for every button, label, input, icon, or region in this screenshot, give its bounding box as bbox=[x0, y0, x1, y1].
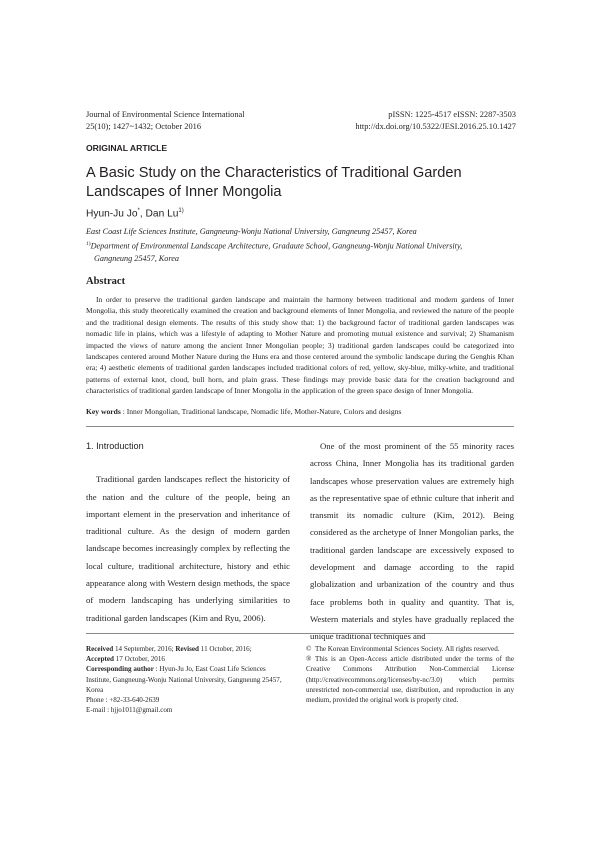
article-type: ORIGINAL ARTICLE bbox=[86, 143, 168, 153]
doi-link[interactable]: http://dx.doi.org/10.5322/JESI.2016.25.10.1427 bbox=[355, 122, 516, 131]
affiliation-line: Gangneung 25457, Korea bbox=[94, 253, 179, 263]
license-notice bbox=[306, 644, 514, 705]
abstract-text: In order to preserve the traditional garden landscape and maintain the harmony between traditional and modern gardens of Inner Mongolia, this study theoretically examined the creation and background elements of Inner Mongolia, and reviewed the nature of the people and the traditional design elements. The results of this study show that: 1) the background factor of traditional garden landscapes was nomadic life in plains, which was a lifestyle of adapting to Mother Nature and promoting mutual existence and survival; 2) Shamanism impacted the views of nature among the ancient Inner Mongolian people; 3) traditional garden landscapes could be categorized into landscapes centered around Mother Nature during the Huns era and those centered around the symbolic landscape during the Genghis Khan era; 4) aesthetic elements of traditional garden landscapes included traditional colors of red, yellow, sky-blue, milky-white, and traditional patterns of external knot, cloud, bull horn, and plain grass. These findings may provide basic data for the creation background and characteristics of traditional garden landscape of Inner Mongolia in the application of the green space design of Inner Mongolia. bbox=[86, 295, 514, 396]
body-paragraph: Traditional garden landscapes reflect the historicity of the nation and the culture of the people, being an important element in the preservation and inheritance of traditional culture. As the design of modern garden landscape becomes increasingly complex by reflecting the local culture, traditional architecture, history and ethic appearance along with Western design methods, the space of modern landscaping has underlying similarities to traditional garden landscapes (Kim and Ryu, 2006). bbox=[86, 474, 290, 623]
issn-header bbox=[355, 109, 516, 133]
author-name: Dan Lu bbox=[145, 208, 179, 220]
received-date: 14 September, 2016; bbox=[113, 645, 176, 653]
license-text: This is an Open-Access article distributed under the terms of the Creative Commons Attribution Non-Commercial License (http://creativecommons.org/licenses/by-nc/3.0) which permits unrestricted non-commercial use, distribution, and reproduction in any medium, provided the original work is properly cited. bbox=[306, 655, 514, 705]
left-column bbox=[86, 438, 290, 627]
affiliation-2 bbox=[86, 238, 526, 265]
author-mark: 1) bbox=[178, 208, 184, 214]
keywords-text: : Inner Mongolian, Traditional landscape, Nomadic life, Mother-Nature, Colors and designs bbox=[120, 407, 402, 416]
affiliation-line: Department of Environmental Landscape Architecture, Gradaute School, Gangneung-Wonju National University, bbox=[90, 241, 463, 251]
copyright-icon: © bbox=[306, 645, 312, 653]
journal-name: Journal of Environmental Science International bbox=[86, 110, 245, 119]
corresponding-author bbox=[86, 664, 284, 695]
affiliation-1: East Coast Life Sciences Institute, Gangneung-Wonju National University, Gangneung 25457, Korea bbox=[86, 227, 417, 236]
corresponding-text: : Hyun-Ju Jo, East Coast Life Sciences Institute, Gangneung-Wonju National University, Gangneung 25457, Korea bbox=[86, 665, 282, 694]
revised-date: 11 October, 2016; bbox=[199, 645, 252, 653]
keywords bbox=[86, 407, 401, 416]
dates-line bbox=[86, 644, 284, 654]
article-history bbox=[86, 644, 284, 715]
issn-text: pISSN: 1225-4517 eISSN: 2287-3503 bbox=[388, 110, 516, 119]
phone: Phone : +82-33-640-2639 bbox=[86, 696, 160, 705]
email-link[interactable]: E-mail : hjjo1011@gmail.com bbox=[86, 706, 173, 715]
copyright-text: The Korean Environmental Sciences Society. All rights reserved. bbox=[315, 645, 500, 653]
footnote-divider bbox=[86, 633, 514, 634]
author-separator: , bbox=[139, 208, 146, 220]
right-column bbox=[310, 438, 514, 646]
copyright-line bbox=[306, 644, 514, 654]
license-text-block bbox=[306, 654, 514, 705]
paper-title: A Basic Study on the Characteristics of Traditional Garden Landscapes of Inner Mongolia bbox=[86, 165, 462, 200]
author-name: Hyun-Ju Jo bbox=[86, 208, 138, 220]
journal-header bbox=[86, 109, 245, 133]
received-label: Received bbox=[86, 645, 114, 653]
creative-commons-icon: ® bbox=[306, 655, 312, 664]
corresponding-label: Corresponding author bbox=[86, 665, 154, 674]
affiliation-mark: 1) bbox=[86, 241, 91, 247]
body-paragraph: One of the most prominent of the 55 minority races across China, Inner Mongolia has its traditional garden landscapes whose preservation values are extremely high as the representative spae of ethnic culture that inherit and transmit its nomadic culture (Kim, 2012). Being considered as the archetype of Inner Mongolian parks, the traditional garden landscape are excessively exposed to development and damage according to the rapid globalization and urbanization of the country and thus face problems both in quality and quantity. That is, Western materials and styles have gradually replaced the unique traditional techniques and bbox=[310, 441, 514, 642]
abstract-heading: Abstract bbox=[86, 276, 126, 287]
section-heading: 1. Introduction bbox=[86, 441, 144, 451]
divider bbox=[86, 426, 514, 427]
volume-info: 25(10); 1427~1432; October 2016 bbox=[86, 122, 202, 131]
keywords-label: Key words bbox=[86, 407, 121, 416]
accepted-date: 17 October, 2016 bbox=[113, 655, 165, 664]
revised-label: Revised bbox=[175, 645, 200, 653]
author-list bbox=[86, 208, 184, 219]
author-mark: * bbox=[137, 208, 140, 214]
accepted-label: Accepted bbox=[86, 655, 114, 664]
accepted-line bbox=[86, 654, 284, 664]
